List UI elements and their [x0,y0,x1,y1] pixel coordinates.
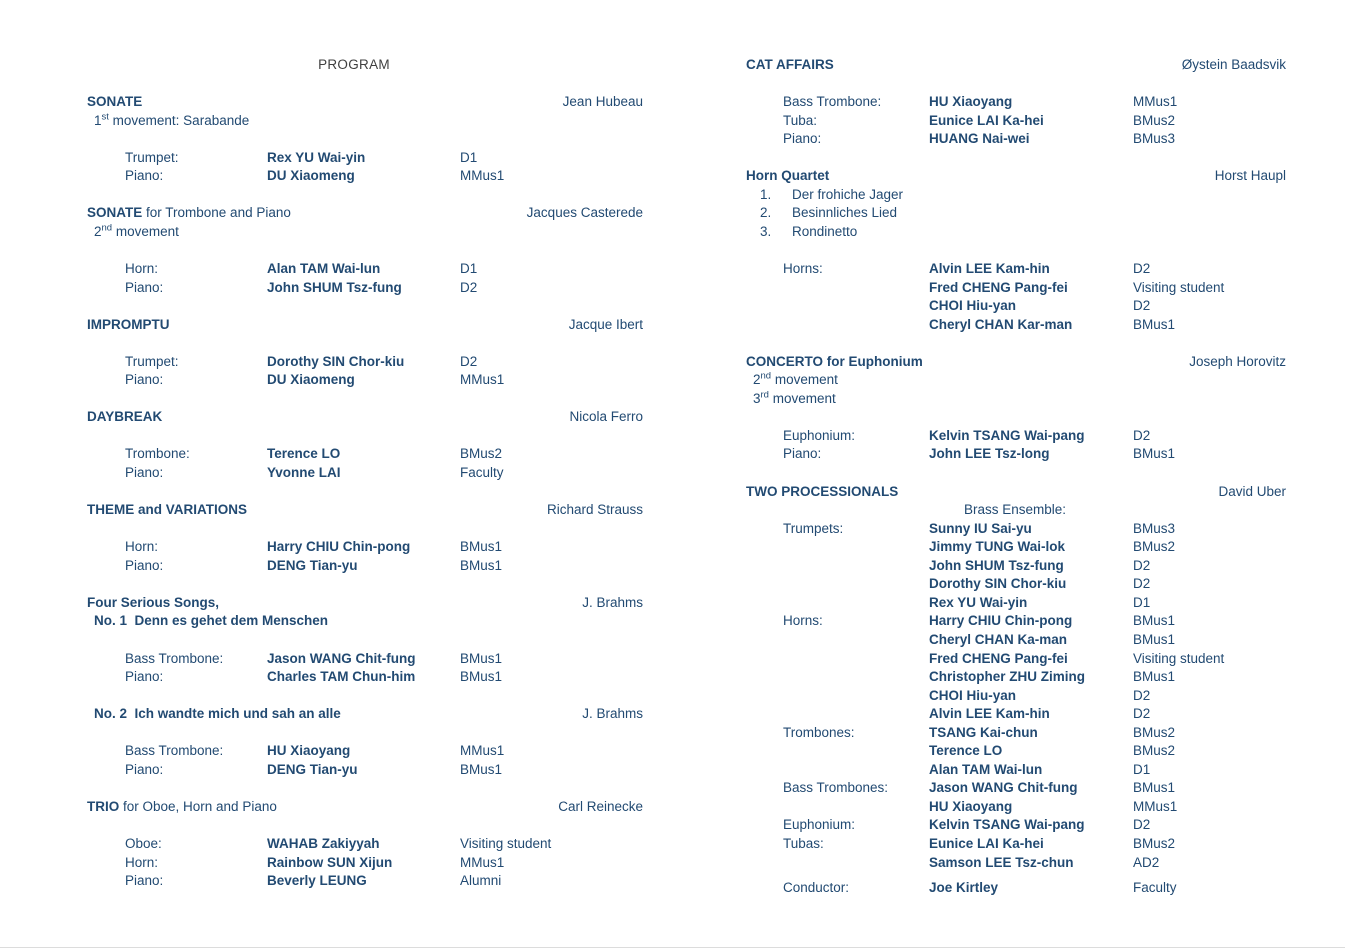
blank-line [87,241,643,260]
performer-name: DU Xiaomeng [267,372,355,388]
composer-name: Jacque Ibert [568,316,643,332]
performer-label: Piano: [125,873,164,889]
performer-label: Piano: [125,465,164,481]
performer-row [746,316,1286,335]
blank-line [87,130,643,149]
list-number: 3. [760,223,772,239]
performer-status: D2 [1133,427,1151,443]
performer-status: BMus2 [460,446,503,462]
performer-row [746,687,1286,706]
performer-label: Horns: [783,613,823,629]
piece-title-line [87,204,643,223]
piece-title: Horn Quartet [746,168,830,184]
performer-name: Jimmy TUNG Wai-lok [929,539,1066,555]
performer-status: BMus1 [460,650,503,666]
performer-row [746,130,1286,149]
movement-subtitle: 2nd movement [753,370,838,388]
blank-line [87,390,643,409]
piece-title-line [746,167,1286,186]
performer-name: Rex YU Wai-yin [267,149,366,165]
composer-name: J. Brahms [582,706,643,722]
composer-name: Horst Haupl [1214,168,1286,184]
performer-name: HU Xiaoyang [929,94,1013,110]
performer-status: D1 [460,149,478,165]
performer-label: Trumpets: [783,520,844,536]
line-spacer [746,872,1286,879]
quartet-list-line [746,204,1286,223]
performer-status: BMus1 [460,539,503,555]
performer-row [87,557,643,576]
performer-status: MMus1 [460,372,505,388]
blank-line [746,241,1286,260]
performer-row [746,835,1286,854]
blank-line [87,816,643,835]
performer-row [746,575,1286,594]
performer-status: BMus2 [1133,743,1176,759]
composer-name: Jacques Casterede [526,205,643,221]
performer-label: Piano: [125,557,164,573]
performer-row [746,520,1286,539]
piece-title: THEME and VARIATIONS [87,502,248,518]
program-header-text: PROGRAM [318,57,390,72]
performer-status: BMus1 [460,557,503,573]
performer-label: Piano: [125,761,164,777]
performer-label: Horn: [125,261,159,277]
performer-label: Trombone: [125,446,190,462]
performer-label: Piano: [783,131,822,147]
piece-title-line [87,501,643,520]
performer-row [746,538,1286,557]
performer-row [746,724,1286,743]
movement-subtitle-line [746,371,1286,390]
performer-name: John SHUM Tsz-fung [267,279,402,295]
performer-status: MMus1 [1133,94,1178,110]
performer-row [746,854,1286,873]
performer-status: BMus1 [460,761,503,777]
blank-line [87,75,643,94]
performer-label: Bass Trombone: [125,743,224,759]
performer-row [87,464,643,483]
composer-name: J. Brahms [582,594,643,610]
performer-status: BMus1 [1133,316,1176,332]
list-number: 1. [760,186,772,202]
performer-name: Harry CHIU Chin-pong [267,539,411,555]
performer-name: Cheryl CHAN Ka-man [929,631,1068,647]
composer-name: Jean Hubeau [562,94,643,110]
movement-subtitle-line [87,223,643,242]
performer-label: Piano: [783,446,822,462]
performer-status: D2 [1133,261,1151,277]
performer-row [746,668,1286,687]
performer-row [87,650,643,669]
piece-title-line [87,316,643,335]
blank-line [87,779,643,798]
performer-row [746,557,1286,576]
performer-name: Harry CHIU Chin-pong [929,613,1073,629]
performer-name: Jason WANG Chit-fung [929,780,1078,796]
performer-name: Beverly LEUNG [267,873,367,889]
performer-status: Visiting student [460,835,552,851]
performer-row [746,705,1286,724]
list-item-text: Rondinetto [792,223,858,239]
performer-row [87,445,643,464]
piece-title: TWO PROCESSIONALS [746,483,899,499]
performer-name: Terence LO [929,743,1003,759]
performer-name: Alan TAM Wai-lun [929,761,1043,777]
performer-status: BMus3 [1133,131,1176,147]
ensemble-note: Brass Ensemble: [964,502,1067,518]
piece-title-line [746,353,1286,372]
performer-name: Dorothy SIN Chor-kiu [267,353,405,369]
performer-label: Trumpet: [125,149,179,165]
blank-line [746,334,1286,353]
performer-name: John LEE Tsz-long [929,446,1050,462]
performer-name: Yvonne LAI [267,465,341,481]
performer-row [746,260,1286,279]
performer-label: Trombones: [783,724,855,740]
quartet-list-line [746,186,1286,205]
blank-line [87,297,643,316]
performer-status: D2 [1133,557,1151,573]
movement-subtitle-line [87,112,643,131]
performer-name: CHOI Hiu-yan [929,687,1017,703]
performer-row [746,816,1286,835]
performer-label: Trumpet: [125,353,179,369]
composer-name: Richard Strauss [546,502,643,518]
performer-label: Piano: [125,669,164,685]
performer-status: D1 [1133,594,1151,610]
performer-name: WAHAB Zakiyyah [267,835,380,851]
composer-name: David Uber [1218,483,1286,499]
movement-subtitle-line [87,612,643,631]
blank-line [746,408,1286,427]
performer-label: Bass Trombone: [783,94,882,110]
performer-name: Fred CHENG Pang-fei [929,279,1068,295]
composer-name: Nicola Ferro [569,409,643,425]
performer-row [746,650,1286,669]
blank-line [87,483,643,502]
quartet-list-line [746,223,1286,242]
performer-row [87,538,643,557]
performer-name: Charles TAM Chun-him [267,669,416,685]
performer-status: D2 [1133,817,1151,833]
performer-label: Bass Trombones: [783,780,889,796]
performer-status: D2 [1133,576,1151,592]
performer-status: MMus1 [460,743,505,759]
performer-status: MMus1 [1133,798,1178,814]
piece-title: CAT AFFAIRS [746,57,834,72]
piece-title-line [746,483,1286,502]
list-item-text: Besinnliches Lied [792,205,898,221]
performer-label: Piano: [125,168,164,184]
performer-status: BMus2 [1133,724,1176,740]
movement-subtitle: No. 1 Denn es gehet dem Menschen [94,613,329,629]
performer-name: HU Xiaoyang [929,798,1013,814]
performer-label: Horn: [125,854,159,870]
piece-title-line [87,93,643,112]
blank-line [87,520,643,539]
performer-status: D1 [460,261,478,277]
performer-row [87,742,643,761]
performer-label: Horn: [125,539,159,555]
performer-status: BMus1 [1133,780,1176,796]
performer-row [746,761,1286,780]
performer-row [87,260,643,279]
performer-name: Rex YU Wai-yin [929,594,1028,610]
performer-row [87,668,643,687]
program-right-column [746,56,1286,898]
performer-name: DENG Tian-yu [267,557,358,573]
performer-name: Alan TAM Wai-lun [267,261,381,277]
piece-title-line [746,56,1286,75]
performer-row [746,798,1286,817]
performer-label: Conductor: [783,880,850,896]
performer-name: Rainbow SUN Xijun [267,854,393,870]
piece-title: TRIO for Oboe, Horn and Piano [87,798,277,814]
piece-title: CONCERTO for Euphonium [746,353,923,369]
composer-name: Joseph Horovitz [1189,353,1286,369]
performer-name: Cheryl CHAN Kar-man [929,316,1073,332]
movement-subtitle: 1st movement: Sarabande [94,111,250,128]
performer-status: BMus2 [1133,835,1176,851]
performer-status: AD2 [1133,854,1160,870]
performer-status: BMus2 [1133,112,1176,128]
performer-status: D1 [1133,761,1151,777]
movement-subtitle-line [746,390,1286,409]
performer-status: MMus1 [460,854,505,870]
performer-label: Euphonium: [783,817,856,833]
movement-subtitle: 3rd movement [753,389,836,406]
performer-status: D2 [1133,687,1151,703]
performer-status: Visiting student [1133,279,1225,295]
list-item-text: Der frohiche Jager [792,186,904,202]
performer-status: D2 [1133,298,1151,314]
performer-row [87,854,643,873]
performer-row [87,761,643,780]
performer-row [746,279,1286,298]
piece-title: No. 2 Ich wandte mich und sah an alle [94,706,341,722]
composer-name: Carl Reinecke [558,798,643,814]
performer-row [746,93,1286,112]
performer-row [746,594,1286,613]
performer-name: Jason WANG Chit-fung [267,650,416,666]
performer-row [746,427,1286,446]
list-number: 2. [760,205,772,221]
blank-line [87,575,643,594]
composer-name: Øystein Baadsvik [1181,57,1286,72]
performer-name: Eunice LAI Ka-hei [929,112,1044,128]
performer-row [746,612,1286,631]
performer-name: HU Xiaoyang [267,743,351,759]
piece-title-line [87,408,643,427]
performer-name: DENG Tian-yu [267,761,358,777]
blank-line [87,186,643,205]
performer-name: Dorothy SIN Chor-kiu [929,576,1067,592]
performer-row [87,279,643,298]
performer-name: Christopher ZHU Ziming [929,669,1085,685]
performer-name: Samson LEE Tsz-chun [929,854,1074,870]
blank-line [87,687,643,706]
performer-label: Oboe: [125,835,162,851]
ensemble-note-line [746,501,1286,520]
performer-row [746,779,1286,798]
piece-title: SONATE [87,94,143,110]
blank-line [87,427,643,446]
performer-row [746,879,1286,898]
performer-status: BMus1 [1133,613,1176,629]
performer-label: Tuba: [783,112,818,128]
performer-status: D2 [1133,706,1151,722]
performer-name: HUANG Nai-wei [929,131,1030,147]
performer-row [87,872,643,891]
performer-status: Alumni [460,873,502,889]
performer-status: MMus1 [460,168,505,184]
piece-title: DAYBREAK [87,409,163,425]
performer-name: Kelvin TSANG Wai-pang [929,427,1085,443]
blank-line [746,464,1286,483]
performer-status: D2 [460,279,478,295]
performer-name: DU Xiaomeng [267,168,355,184]
performer-name: Alvin LEE Kam-hin [929,706,1050,722]
performer-row [87,149,643,168]
performer-label: Tubas: [783,835,824,851]
performer-status: Faculty [1133,880,1177,896]
performer-row [87,167,643,186]
piece-title-line [87,594,643,613]
performer-row [746,112,1286,131]
performer-status: BMus2 [1133,539,1176,555]
performer-name: Terence LO [267,446,341,462]
performer-name: Alvin LEE Kam-hin [929,261,1050,277]
performer-name: CHOI Hiu-yan [929,298,1017,314]
piece-title-line [87,798,643,817]
performer-label: Piano: [125,279,164,295]
performer-label: Piano: [125,372,164,388]
performer-status: BMus1 [1133,631,1176,647]
performer-status: Faculty [460,465,504,481]
performer-name: TSANG Kai-chun [929,724,1038,740]
performer-row [87,371,643,390]
performer-name: Eunice LAI Ka-hei [929,835,1044,851]
performer-row [746,742,1286,761]
piece-title: SONATE for Trombone and Piano [87,205,291,221]
performer-label: Bass Trombone: [125,650,224,666]
program-left-column [87,56,643,891]
blank-line [87,724,643,743]
performer-row [746,297,1286,316]
page-bottom-divider [0,947,1345,948]
blank-line [87,334,643,353]
blank-line [746,149,1286,168]
performer-status: BMus3 [1133,520,1176,536]
performer-row [746,631,1286,650]
performer-status: Visiting student [1133,650,1225,666]
program-header [87,56,621,75]
blank-line [746,75,1286,94]
performer-row [746,445,1286,464]
movement-subtitle: 2nd movement [94,222,179,239]
blank-line [87,631,643,650]
performer-label: Euphonium: [783,427,856,443]
piece-title: IMPROMPTU [87,316,170,332]
performer-name: Fred CHENG Pang-fei [929,650,1068,666]
performer-status: BMus1 [1133,446,1176,462]
performer-name: Joe Kirtley [929,880,999,896]
piece-title: Four Serious Songs, [87,594,220,610]
piece-title-line [87,705,643,724]
performer-row [87,353,643,372]
performer-status: BMus1 [460,669,503,685]
performer-name: Kelvin TSANG Wai-pang [929,817,1085,833]
performer-name: John SHUM Tsz-fung [929,557,1064,573]
performer-label: Horns: [783,261,823,277]
performer-row [87,835,643,854]
performer-name: Sunny IU Sai-yu [929,520,1032,536]
performer-status: BMus1 [1133,669,1176,685]
performer-status: D2 [460,353,478,369]
